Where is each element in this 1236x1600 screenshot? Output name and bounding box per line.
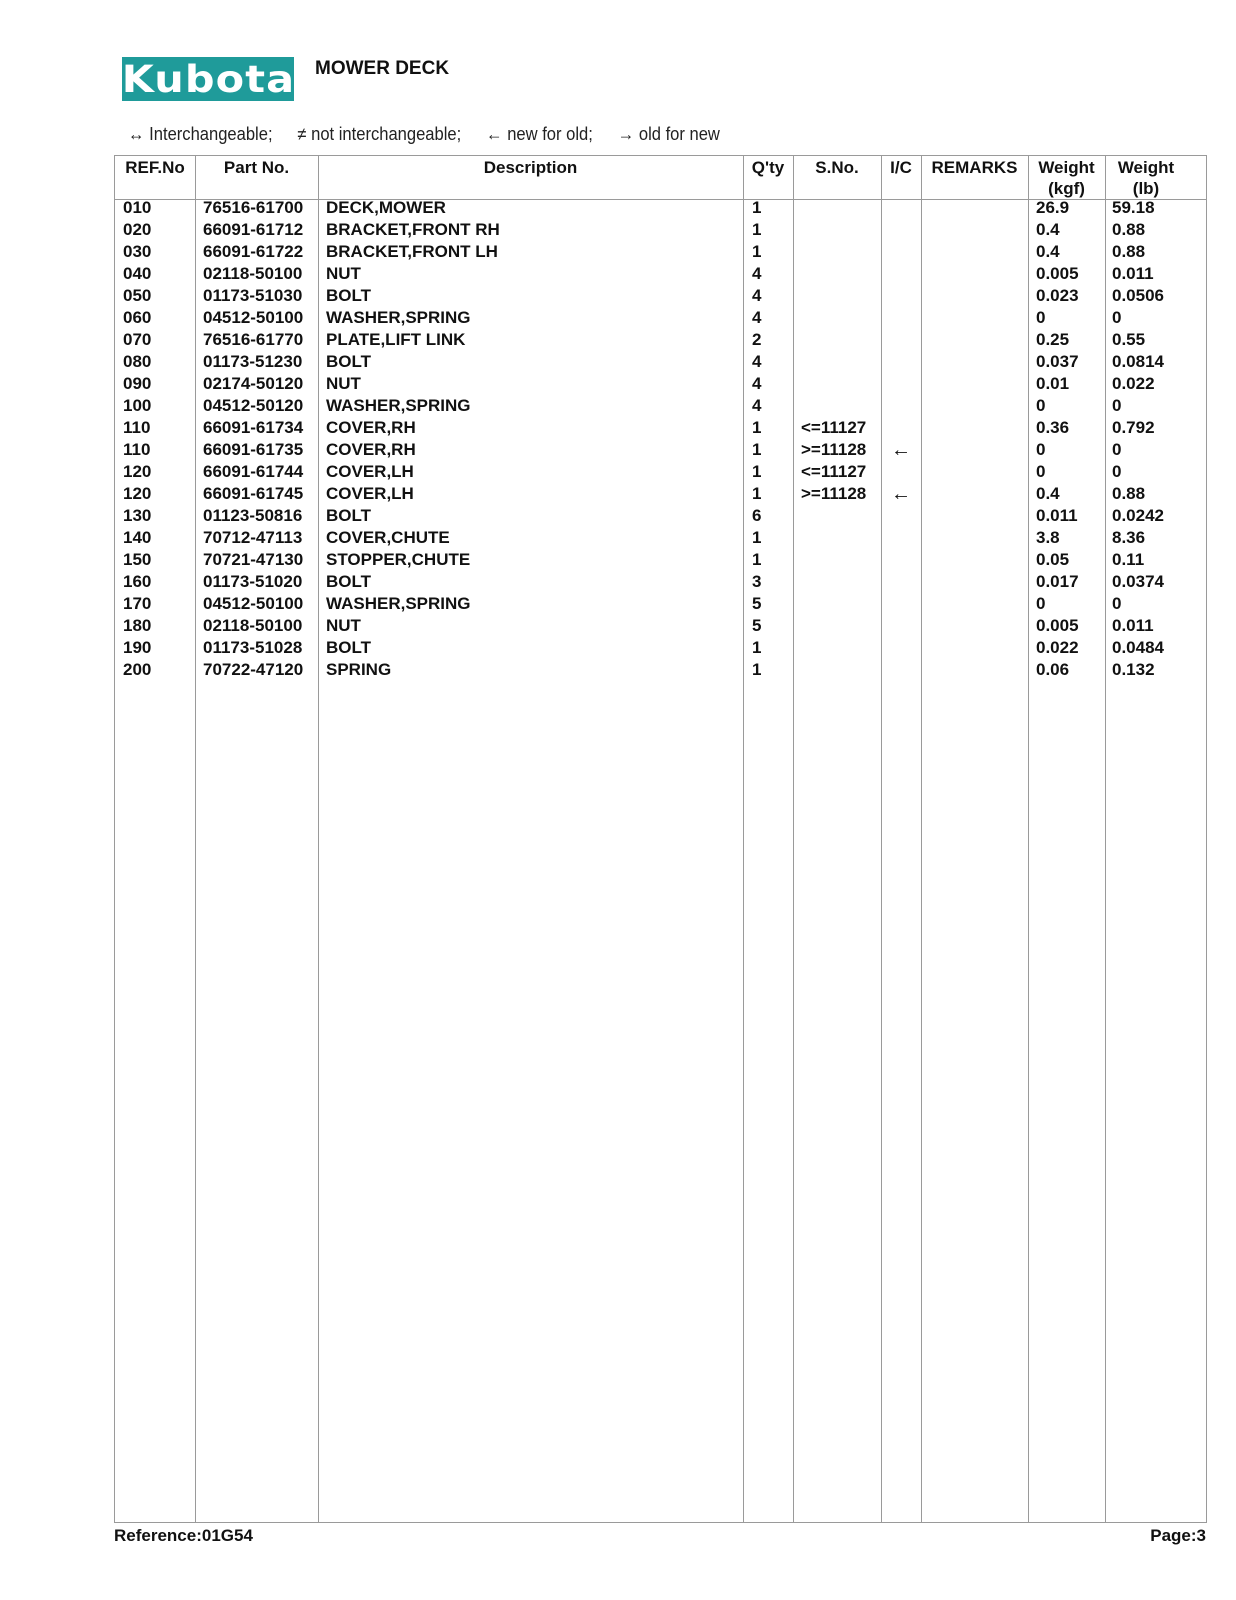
cell-lb: 0.88 bbox=[1112, 484, 1146, 503]
cell-lb: 0.011 bbox=[1112, 264, 1154, 283]
legend-text: Interchangeable; bbox=[149, 124, 273, 144]
cell-kgf: 0.01 bbox=[1036, 374, 1070, 393]
cell-ref: 110 bbox=[123, 418, 151, 437]
table-row bbox=[115, 219, 1206, 241]
cell-lb: 0.11 bbox=[1112, 550, 1145, 569]
cell-desc: BOLT bbox=[326, 638, 372, 657]
cell-qty: 1 bbox=[752, 220, 762, 239]
legend-item-old-for-new bbox=[618, 124, 720, 144]
cell-sno: <=11127 bbox=[801, 462, 867, 481]
cell-part: 76516-61700 bbox=[203, 198, 304, 217]
cell-qty: 4 bbox=[752, 308, 762, 327]
cell-qty: 1 bbox=[752, 242, 762, 261]
table-row bbox=[115, 307, 1206, 329]
cell-desc: WASHER,SPRING bbox=[326, 594, 471, 613]
cell-desc: BRACKET,FRONT LH bbox=[326, 242, 498, 261]
table-row bbox=[115, 395, 1206, 417]
cell-desc: BOLT bbox=[326, 506, 372, 525]
cell-ref: 060 bbox=[123, 308, 152, 327]
cell-kgf: 0.037 bbox=[1036, 352, 1079, 371]
table-row bbox=[115, 439, 1206, 461]
cell-part: 70722-47120 bbox=[203, 660, 304, 679]
header-weight-lb-line2: (lb) bbox=[1132, 179, 1160, 198]
header-qty: Q'ty bbox=[751, 158, 785, 177]
cell-lb: 0 bbox=[1112, 594, 1122, 613]
cell-lb: 0.0484 bbox=[1112, 638, 1164, 657]
cell-part: 70712-47113 bbox=[203, 528, 303, 547]
legend-item-not-interchangeable bbox=[297, 124, 461, 144]
cell-ref: 150 bbox=[123, 550, 152, 569]
cell-ref: 080 bbox=[123, 352, 152, 371]
table-row bbox=[115, 637, 1206, 659]
cell-qty: 1 bbox=[752, 198, 762, 217]
cell-kgf: 0.36 bbox=[1036, 418, 1070, 437]
cell-lb: 0.0506 bbox=[1112, 286, 1164, 305]
header-weight-kgf-line1: Weight bbox=[1038, 158, 1095, 177]
cell-desc: COVER,CHUTE bbox=[326, 528, 450, 547]
header-serial-no: S.No. bbox=[815, 158, 859, 177]
cell-part: 01173-51230 bbox=[203, 352, 303, 371]
cell-sno: >=11128 bbox=[801, 440, 867, 459]
cell-part: 04512-50120 bbox=[203, 396, 304, 415]
cell-desc: NUT bbox=[326, 374, 361, 393]
cell-part: 76516-61770 bbox=[203, 330, 304, 349]
cell-qty: 1 bbox=[752, 440, 762, 459]
cell-part: 02174-50120 bbox=[203, 374, 304, 393]
table-row bbox=[115, 329, 1206, 351]
cell-desc: COVER,LH bbox=[326, 462, 414, 481]
cell-part: 66091-61734 bbox=[203, 418, 304, 437]
cell-part: 70721-47130 bbox=[203, 550, 304, 569]
legend-item-interchangeable bbox=[128, 124, 273, 144]
cell-qty: 5 bbox=[752, 594, 762, 613]
cell-qty: 1 bbox=[752, 660, 762, 679]
cell-lb: 0.88 bbox=[1112, 242, 1146, 261]
cell-desc: COVER,RH bbox=[326, 418, 416, 437]
cell-part: 04512-50100 bbox=[203, 308, 304, 327]
cell-part: 02118-50100 bbox=[203, 616, 303, 635]
cell-qty: 5 bbox=[752, 616, 762, 635]
cell-kgf: 0.005 bbox=[1036, 264, 1079, 283]
cell-part: 01123-50816 bbox=[203, 506, 303, 525]
legend-text: old for new bbox=[638, 124, 720, 144]
cell-kgf: 0.005 bbox=[1036, 616, 1079, 635]
cell-lb: 0.022 bbox=[1112, 374, 1155, 393]
cell-part: 66091-61722 bbox=[203, 242, 304, 261]
cell-part: 02118-50100 bbox=[203, 264, 303, 283]
cell-kgf: 0.011 bbox=[1036, 506, 1078, 525]
table-row bbox=[115, 285, 1206, 307]
cell-desc: DECK,MOWER bbox=[326, 198, 446, 217]
interchangeability-legend bbox=[128, 124, 740, 145]
cell-desc: COVER,LH bbox=[326, 484, 414, 503]
cell-desc: PLATE,LIFT LINK bbox=[326, 330, 466, 349]
cell-qty: 1 bbox=[752, 462, 762, 481]
cell-ref: 140 bbox=[123, 528, 152, 547]
header-weight-lb-line1: Weight bbox=[1117, 158, 1175, 177]
cell-desc: BOLT bbox=[326, 352, 372, 371]
cell-lb: 59.18 bbox=[1112, 198, 1155, 217]
cell-lb: 0 bbox=[1112, 308, 1122, 327]
cell-kgf: 0 bbox=[1036, 396, 1046, 415]
cell-desc: NUT bbox=[326, 264, 361, 283]
cell-lb: 0.0242 bbox=[1112, 506, 1164, 525]
cell-part: 66091-61745 bbox=[203, 484, 304, 503]
cell-kgf: 0 bbox=[1036, 308, 1046, 327]
reference-code: Reference:01G54 bbox=[114, 1526, 253, 1545]
cell-qty: 4 bbox=[752, 352, 762, 371]
double-arrow-icon: ↔ bbox=[128, 124, 145, 144]
cell-qty: 1 bbox=[752, 528, 762, 547]
cell-desc: BOLT bbox=[326, 572, 372, 591]
cell-ref: 160 bbox=[123, 572, 152, 591]
cell-desc: NUT bbox=[326, 616, 361, 635]
cell-kgf: 0.25 bbox=[1036, 330, 1070, 349]
legend-item-new-for-old bbox=[486, 124, 593, 144]
right-arrow-icon: → bbox=[617, 124, 635, 144]
cell-sno: >=11128 bbox=[801, 484, 867, 503]
table-row bbox=[115, 483, 1206, 505]
parts-table bbox=[114, 155, 1207, 1523]
table-row bbox=[115, 505, 1206, 527]
cell-kgf: 0 bbox=[1036, 594, 1046, 613]
kubota-logo: Kubota bbox=[121, 57, 295, 101]
cell-ref: 200 bbox=[123, 660, 152, 679]
legend-text: not interchangeable; bbox=[311, 124, 462, 144]
cell-kgf: 0 bbox=[1036, 440, 1046, 459]
cell-qty: 1 bbox=[752, 550, 762, 569]
cell-desc: WASHER,SPRING bbox=[326, 308, 471, 327]
table-row bbox=[115, 417, 1206, 439]
cell-lb: 0 bbox=[1112, 440, 1122, 459]
cell-ref: 010 bbox=[123, 198, 152, 217]
cell-ref: 120 bbox=[123, 484, 152, 503]
cell-part: 66091-61744 bbox=[203, 462, 304, 481]
cell-part: 01173-51020 bbox=[203, 572, 303, 591]
cell-kgf: 0 bbox=[1036, 462, 1046, 481]
table-row bbox=[115, 527, 1206, 549]
cell-ref: 120 bbox=[123, 462, 152, 481]
cell-qty: 4 bbox=[752, 374, 762, 393]
cell-desc: STOPPER,CHUTE bbox=[326, 550, 471, 569]
cell-desc: COVER,RH bbox=[326, 440, 416, 459]
cell-lb: 0.88 bbox=[1112, 220, 1146, 239]
cell-ref: 180 bbox=[123, 616, 152, 635]
page-number: Page:3 bbox=[1150, 1526, 1206, 1545]
cell-kgf: 0.022 bbox=[1036, 638, 1079, 657]
cell-lb: 0.0814 bbox=[1112, 352, 1164, 371]
cell-ref: 030 bbox=[123, 242, 152, 261]
cell-ic: ← bbox=[891, 483, 911, 505]
table-row bbox=[115, 659, 1206, 681]
table-row bbox=[115, 593, 1206, 615]
cell-kgf: 0.023 bbox=[1036, 286, 1079, 305]
cell-kgf: 3.8 bbox=[1036, 528, 1060, 547]
cell-lb: 0.011 bbox=[1112, 616, 1154, 635]
cell-qty: 4 bbox=[752, 396, 762, 415]
cell-desc: BOLT bbox=[326, 286, 372, 305]
header-part-no: Part No. bbox=[223, 158, 290, 177]
cell-ref: 130 bbox=[123, 506, 152, 525]
cell-ref: 050 bbox=[123, 286, 152, 305]
cell-qty: 4 bbox=[752, 286, 762, 305]
cell-ref: 170 bbox=[123, 594, 152, 613]
cell-qty: 6 bbox=[752, 506, 762, 525]
cell-sno: <=11127 bbox=[801, 418, 867, 437]
not-equal-icon: ≠ bbox=[297, 124, 307, 144]
cell-kgf: 0.05 bbox=[1036, 550, 1070, 569]
header-ic: I/C bbox=[890, 158, 912, 177]
cell-lb: 8.36 bbox=[1112, 528, 1146, 547]
table-row bbox=[115, 351, 1206, 373]
header-remarks: REMARKS bbox=[931, 158, 1018, 177]
cell-ic: ← bbox=[891, 439, 911, 461]
table-row bbox=[115, 197, 1206, 219]
cell-qty: 2 bbox=[752, 330, 762, 349]
table-row bbox=[115, 571, 1206, 593]
page-title: MOWER DECK bbox=[315, 58, 450, 79]
table-row bbox=[115, 461, 1206, 483]
table-row bbox=[115, 373, 1206, 395]
left-arrow-icon: ← bbox=[486, 124, 503, 144]
table-row bbox=[115, 615, 1206, 637]
cell-lb: 0.0374 bbox=[1112, 572, 1164, 591]
cell-part: 01173-51030 bbox=[203, 286, 303, 305]
cell-ref: 100 bbox=[123, 396, 152, 415]
cell-qty: 1 bbox=[752, 638, 762, 657]
header-weight-lb bbox=[1105, 157, 1187, 199]
header-weight-kgf-line2: (kgf) bbox=[1048, 179, 1085, 198]
cell-lb: 0.55 bbox=[1112, 330, 1146, 349]
cell-kgf: 0.4 bbox=[1036, 220, 1060, 239]
table-row bbox=[115, 241, 1206, 263]
cell-lb: 0.132 bbox=[1112, 660, 1155, 679]
cell-lb: 0.792 bbox=[1112, 418, 1155, 437]
header-ref-no: REF.No bbox=[125, 158, 185, 177]
cell-ref: 020 bbox=[123, 220, 152, 239]
cell-ref: 070 bbox=[123, 330, 152, 349]
cell-qty: 4 bbox=[752, 264, 762, 283]
header-description: Description bbox=[483, 158, 578, 177]
cell-kgf: 0.017 bbox=[1036, 572, 1079, 591]
cell-ref: 040 bbox=[123, 264, 152, 283]
cell-kgf: 0.4 bbox=[1036, 242, 1060, 261]
cell-ref: 190 bbox=[123, 638, 152, 657]
cell-part: 66091-61712 bbox=[203, 220, 304, 239]
cell-qty: 1 bbox=[752, 418, 762, 437]
cell-kgf: 0.4 bbox=[1036, 484, 1060, 503]
cell-lb: 0 bbox=[1112, 396, 1122, 415]
cell-desc: WASHER,SPRING bbox=[326, 396, 471, 415]
cell-ref: 090 bbox=[123, 374, 152, 393]
legend-text: new for old; bbox=[507, 124, 593, 144]
cell-ref: 110 bbox=[123, 440, 151, 459]
cell-desc: BRACKET,FRONT RH bbox=[326, 220, 500, 239]
cell-lb: 0 bbox=[1112, 462, 1122, 481]
cell-qty: 3 bbox=[752, 572, 762, 591]
cell-part: 01173-51028 bbox=[203, 638, 303, 657]
cell-kgf: 0.06 bbox=[1036, 660, 1070, 679]
cell-desc: SPRING bbox=[326, 660, 392, 679]
cell-qty: 1 bbox=[752, 484, 762, 503]
cell-part: 66091-61735 bbox=[203, 440, 304, 459]
cell-kgf: 26.9 bbox=[1036, 198, 1070, 217]
header-weight-kgf bbox=[1028, 157, 1105, 199]
cell-part: 04512-50100 bbox=[203, 594, 304, 613]
table-row bbox=[115, 263, 1206, 285]
table-row bbox=[115, 549, 1206, 571]
